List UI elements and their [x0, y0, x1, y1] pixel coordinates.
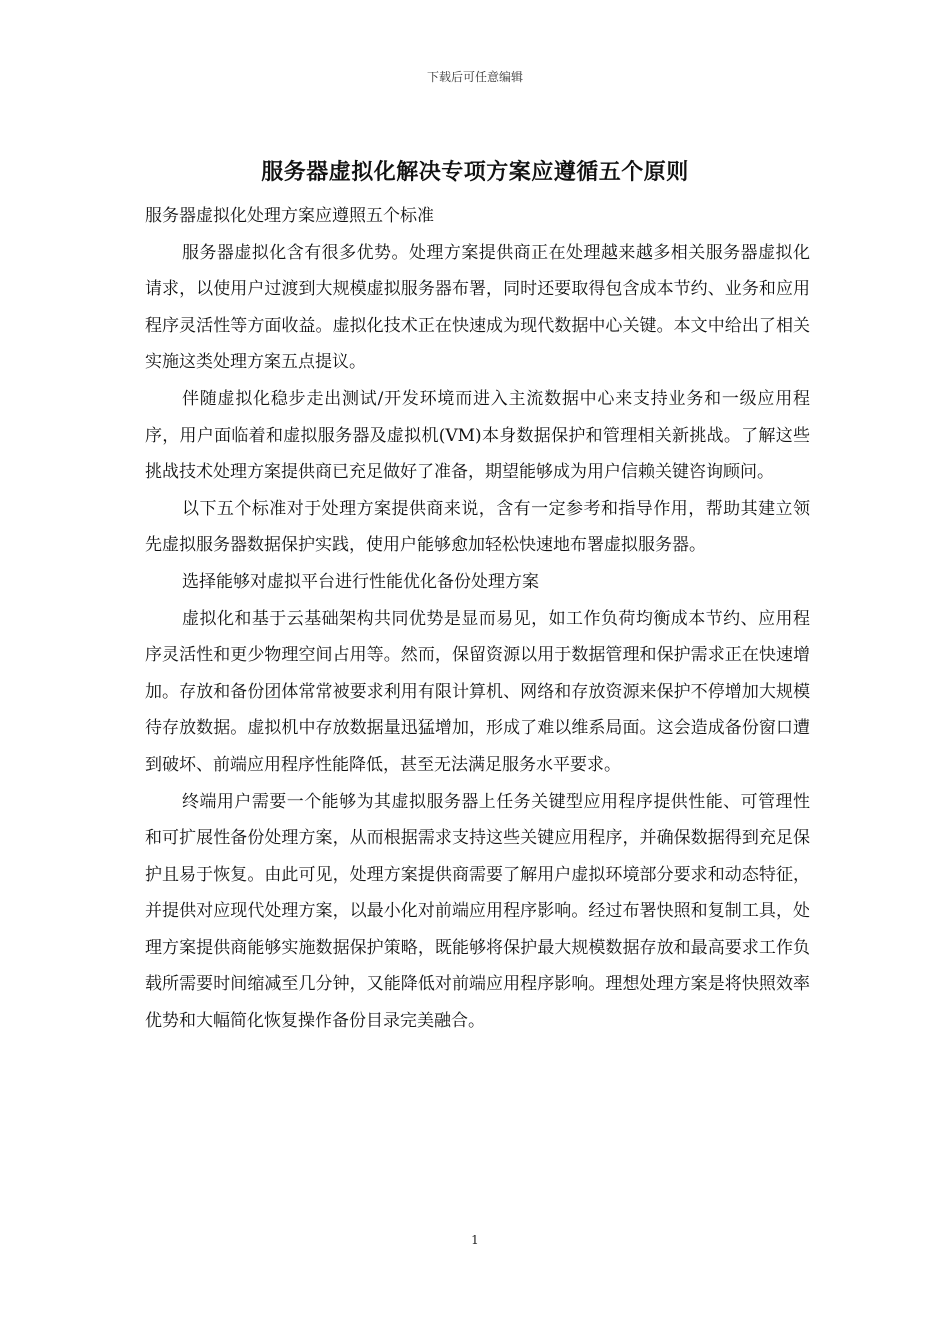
paragraph: 终端用户需要一个能够为其虚拟服务器上任务关键型应用程序提供性能、可管理性和可扩展性备份处理方案，从而根据需求支持这些关键应用程序，并确保数据得到充足保护且易于恢复。由此可见，处理方案提供商需要了解用户虚拟环境部分要求和动态特征，并提供对应现代处理方案，以最小化对前端应用程序影响。经过布署快照和复制工具，处理方案提供商能够实施数据保护策略，既能够将保护最大规模数据存放和最高要求工作负载所需要时间缩减至几分钟，又能降低对前端应用程序影响。理想处理方案是将快照效率优势和大幅简化恢复操作备份目录完美融合。 — [145, 791, 810, 1032]
document-subtitle: 服务器虚拟化处理方案应遵照五个标准 — [145, 206, 434, 226]
document-body — [145, 198, 810, 1040]
paragraph: 服务器虚拟化含有很多优势。处理方案提供商正在处理越来越多相关服务器虚拟化请求，以使用户过渡到大规模虚拟服务器布署，同时还要取得包含成本节约、业务和应用程序灵活性等方面收益。虚拟化技术正在快速成为现代数据中心关键。本文中给出了相关实施这类处理方案五点提议。 — [145, 242, 810, 373]
paragraph: 虚拟化和基于云基础架构共同优势是显而易见，如工作负荷均衡成本节约、应用程序灵活性和更少物理空间占用等。然而，保留资源以用于数据管理和保护需求正在快速增加。存放和备份团体常常被要求利用有限计算机、网络和存放资源来保护不停增加大规模待存放数据。虚拟机中存放数据量迅猛增加，形成了难以维系局面。这会造成备份窗口遭到破坏、前端应用程序性能降低，甚至无法满足服务水平要求。 — [145, 608, 810, 775]
header-note: 下载后可任意编辑 — [426, 70, 523, 84]
page-number: 1 — [471, 1233, 479, 1247]
paragraph: 以下五个标准对于处理方案提供商来说，含有一定参考和指导作用，帮助其建立领先虚拟服务器数据保护实践，使用户能够愈加轻松快速地布署虚拟服务器。 — [145, 498, 810, 556]
paragraph: 伴随虚拟化稳步走出测试/开发环境而进入主流数据中心来支持业务和一级应用程序，用户面临着和虚拟服务器及虚拟机(VM)本身数据保护和管理相关新挑战。了解这些挑战技术处理方案提供商已充足做好了准备，期望能够成为用户信赖关键咨询顾问。 — [145, 388, 810, 483]
section-heading: 选择能够对虚拟平台进行性能优化备份处理方案 — [182, 571, 539, 592]
document-title: 服务器虚拟化解决专项方案应遵循五个原则 — [261, 159, 689, 185]
